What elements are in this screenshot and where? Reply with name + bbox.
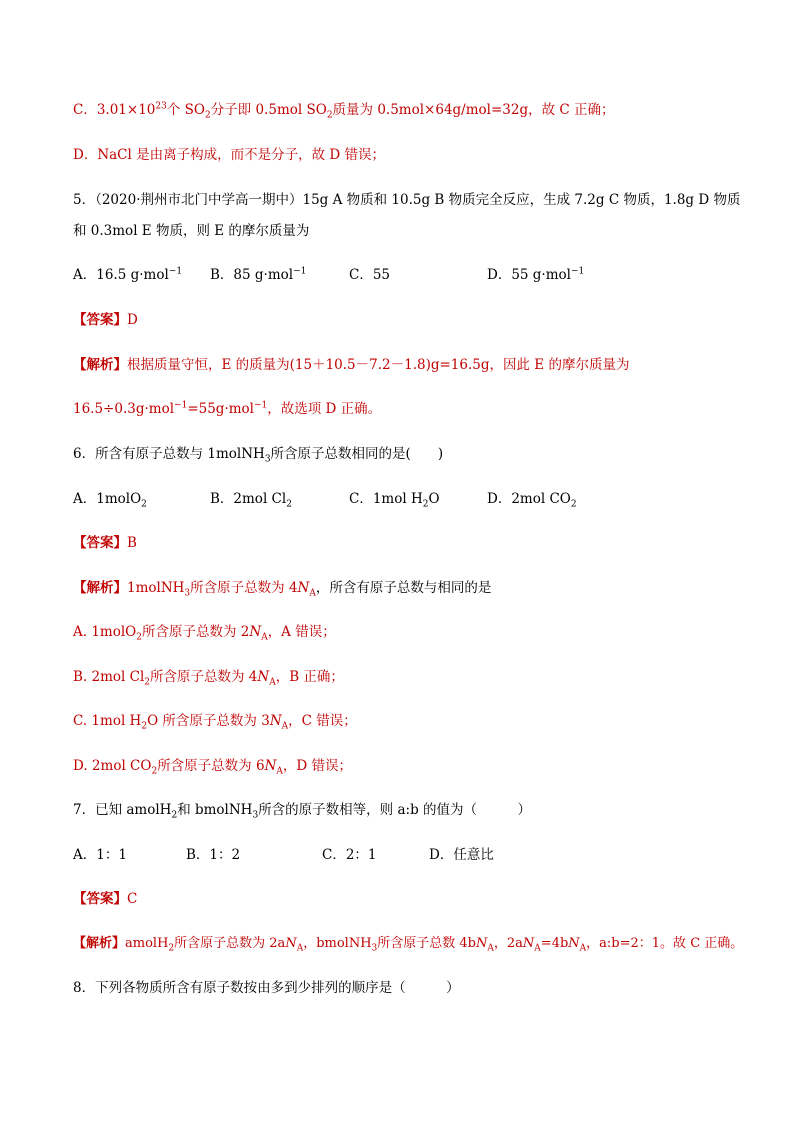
solution-line-d: D．NaCl 是由离子构成，而不是分子，故 D 错误； [73, 147, 386, 163]
option-b: B．85 g·mol$^{-1}$ [210, 266, 307, 283]
option-b: B．2mol $Cl_2$ [210, 491, 292, 510]
solution-line-c: C．$3.01\times 10^{23}$个 $SO_2$分子即 0.5mol $SO_2$质量为 0.5mol×64g/mol=32g，故 C 正确； [73, 101, 615, 121]
question-5-stem-cont: 和 0.3mol E 物质，则 E 的摩尔质量为 [73, 223, 310, 239]
analysis-5: 【解析】根据质量守恒，E 的质量为(15＋10.5－7.2－1.8)g=16.5g，因此 E 的摩尔质量为 [73, 357, 630, 373]
option-c: C．55 [349, 267, 391, 283]
option-a: A．16.5 g·mol$^{-1}$ [73, 266, 183, 283]
answer-5: 【答案】D [73, 312, 138, 328]
analysis-6-d: D. 2mol $CO_2$所含原子总数为 $6N_A$，D 错误； [73, 758, 353, 777]
analysis-6-a: A. 1molO$_2$所含原子总数为 $2N_A$，A 错误； [73, 624, 336, 643]
option-c: C．1mol $H_2O$ [349, 491, 440, 510]
analysis-6-c: C. 1mol $H_2O$ 所含原子总数为 $3N_A$，C 错误； [73, 713, 357, 732]
question-5-options [73, 266, 584, 284]
question-6-stem: 6．所含有原子总数与 1molNH$_3$所含原子总数相同的是( ) [73, 446, 444, 465]
answer-6: 【答案】B [73, 535, 137, 551]
option-c: C．2：1 [322, 847, 377, 863]
option-a: A．1molO$_2$ [73, 491, 147, 510]
question-7-stem: 7．已知 amolH$_2$和 bmolNH$_3$所含的原子数相等，则 a:b 的值为（ ） [73, 802, 532, 821]
question-8-stem: 8．下列各物质所含有原子数按由多到少排列的顺序是（ ） [73, 980, 460, 996]
option-a: A．1：1 [73, 847, 127, 863]
analysis-6-b: B. 2mol $Cl_2$所含原子总数为 $4N_A$，B 正确； [73, 669, 344, 688]
option-b: B．1：2 [186, 847, 241, 863]
option-d: D．2mol $CO_2$ [487, 491, 577, 510]
question-6-options [73, 490, 577, 508]
question-7-options [73, 846, 494, 864]
question-5-stem: 5．（2020·荆州市北门中学高一期中）15g A 物质和 10.5g B 物质完全反应，生成 7.2g C 物质，1.8g D 物质 [73, 192, 741, 208]
analysis-5-cont: 16.5÷0.3g·mol$^{-1}$=55g·mol$^{-1}$，故选项 D 正确。 [73, 400, 382, 417]
answer-7: 【答案】C [73, 891, 138, 907]
option-d: D．55 g·mol$^{-1}$ [487, 266, 585, 283]
analysis-6: 【解析】1molNH$_3$所含原子总数为 $4N_A$，所含有原子总数与相同的是 [73, 580, 492, 599]
analysis-7: 【解析】amolH$_2$所含原子总数为 $2aN_A$，bmolNH$_3$所含原子总数 $4bN_A$，$2aN_A=4bN_A$，a:b=2：1。故 C 正确。 [73, 936, 744, 954]
option-d: D．任意比 [429, 847, 494, 863]
